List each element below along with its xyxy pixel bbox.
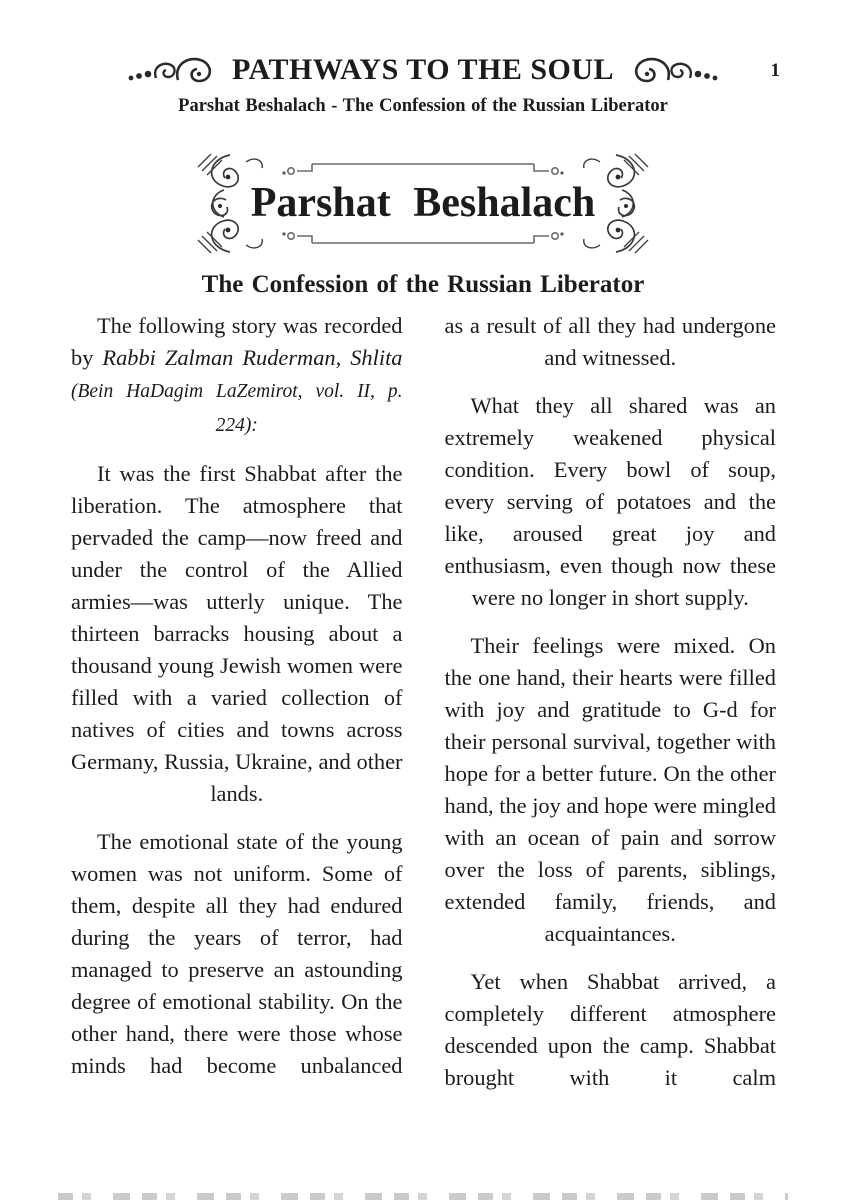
intro-lead-text: The following story was recorded by <box>71 313 403 370</box>
parsha-title-frame <box>194 150 652 257</box>
paragraph-continuation: as a result of all they had undergone and witnessed. <box>444 313 776 370</box>
right-column <box>445 310 777 1110</box>
running-subtitle: Parshat Beshalach - The Confession of the Russian Liberator <box>178 96 668 116</box>
left-column <box>71 310 403 1110</box>
parsha-title: Parshat Beshalach <box>250 179 596 226</box>
paragraph-intro <box>71 310 403 442</box>
swirl-flourish-right-icon <box>624 54 720 86</box>
page-number: 1 <box>770 60 780 81</box>
cutoff-next-line <box>58 1193 788 1200</box>
header-title-line <box>0 50 846 90</box>
page-header <box>0 50 846 117</box>
swirl-flourish-left-icon <box>126 54 222 86</box>
paragraph: The emotional state of the young women was not uniform. Some of them, despite all they had endured during the years of terror, had managed to preserve an astounding degree of emotional stability. On the other hand, there were those whose minds had become unbalanced <box>71 829 403 1078</box>
paragraph: Yet when Shabbat arrived, a completely different atmosphere descended upon the camp. Shabbat brought with it calm <box>444 969 776 1090</box>
book-title: PATHWAYS TO THE SOUL <box>231 53 615 86</box>
story-heading: The Confession of the Russian Liberator <box>201 271 645 298</box>
paragraph: Their feelings were mixed. On the one hand, their hearts were filled with joy and gratitude to G-d for their personal survival, together with hope for a better future. On the other hand, the joy and hope were mingled with an ocean of pain and sorrow over the loss of parents, siblings, extended family, friends, and acquaintances. <box>444 633 776 946</box>
author-name: Rabbi Zalman Ruderman, Shlita <box>102 345 403 370</box>
source-citation: (Bein HaDagim LaZemirot, vol. II, p. 224): <box>71 381 403 436</box>
paragraph: What they all shared was an extremely weakened physical condition. Every bowl of soup, every serving of potatoes and the like, aroused great joy and enthusiasm, even though now these were no longer in short supply. <box>444 393 776 610</box>
paragraph: It was the first Shabbat after the liberation. The atmosphere that pervaded the camp—now freed and under the control of the Allied armies—was utterly unique. The thirteen barracks housing about a thousand young Jewish women were filled with a varied collection of natives of cities and towns across Germany, Russia, Ukraine, and other lands. <box>71 461 403 806</box>
two-column-text <box>0 299 846 1110</box>
